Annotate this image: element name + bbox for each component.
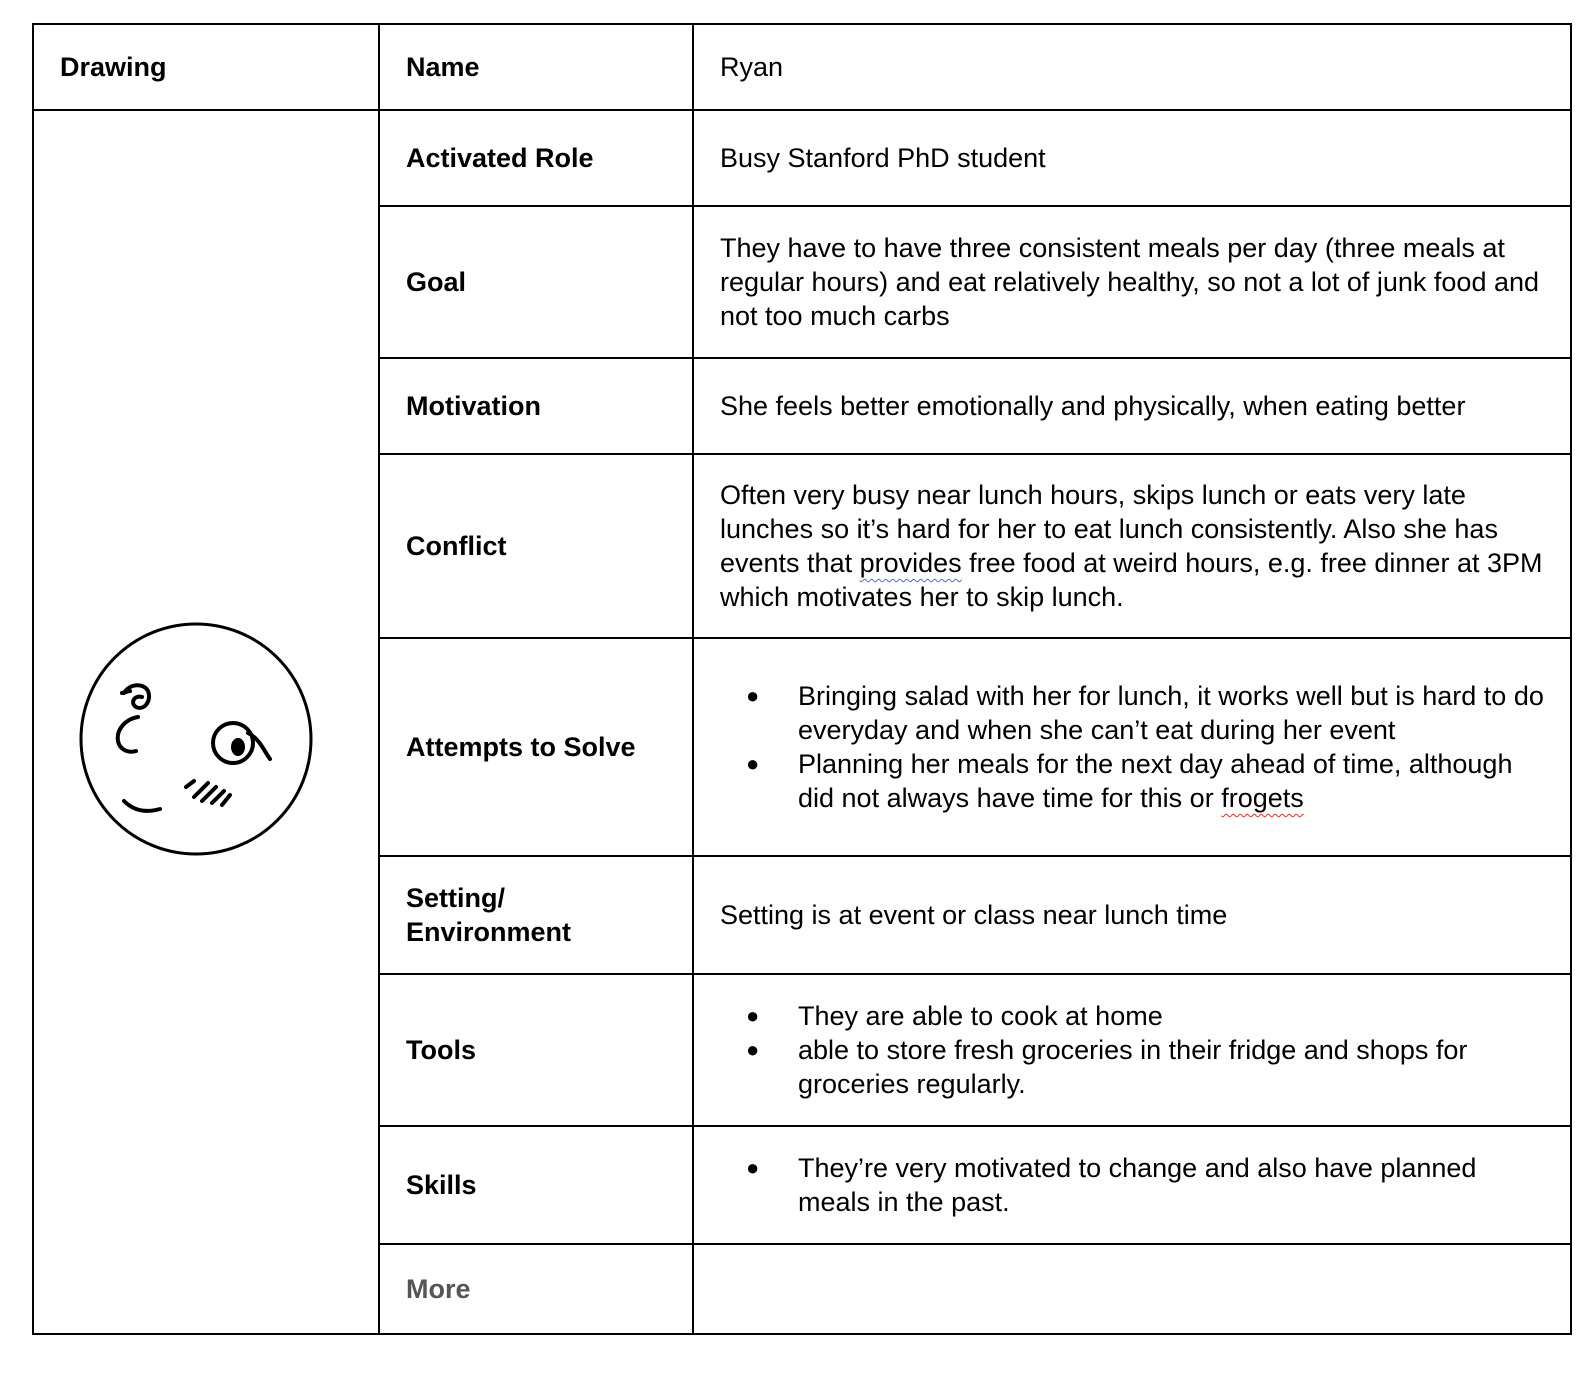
setting-label [379,856,693,974]
goal-label: Goal [379,206,693,358]
goal-value: They have to have three consistent meals per day (three meals at regular hours) and eat relatively healthy, so not a lot of junk food and not too much carbs [693,206,1571,358]
name-label: Name [379,24,693,110]
conflict-label: Conflict [379,454,693,638]
tools-value [693,974,1571,1126]
list-item: ● They’re very motivated to change and also have planned meals in the past. [694,1151,1544,1219]
more-label: More [379,1244,693,1334]
motivation-value: She feels better emotionally and physically, when eating better [693,358,1571,454]
table-row-role [33,110,1571,206]
setting-value: Setting is at event or class near lunch time [693,856,1571,974]
skills-list [694,1151,1544,1219]
attempts-bullet2-text: Planning her meals for the next day ahead of time, although did not always have time for this or [798,749,1513,813]
setting-label-line1: Setting/ [406,883,505,913]
name-value: Ryan [693,24,1571,110]
conflict-text-part1: Often very busy near lunch hours, skips lunch or eats very late lunches so it’s hard for her to eat lunch consistently. Also she has events that [720,480,1498,578]
skills-value [693,1126,1571,1244]
tools-list [694,999,1544,1101]
face-sketch-icon [78,621,314,857]
list-item: ● Bringing salad with her for lunch, it works well but is hard to do everyday and when she can’t eat during her event [694,679,1544,747]
setting-label-line2: Environment [406,917,572,947]
table-row-name [33,24,1571,110]
conflict-text-part2: free food at weird hours, e.g. free dinner at 3PM which motivates her to skip lunch. [720,548,1543,612]
attempts-label: Attempts to Solve [379,638,693,856]
list-item: ● They are able to cook at home [694,999,1544,1033]
skills-label: Skills [379,1126,693,1244]
grammar-flagged-word[interactable]: provides [859,548,962,578]
spelling-flagged-word[interactable]: frogets [1221,783,1304,813]
more-value[interactable] [693,1244,1571,1334]
drawing-cell [33,110,379,1334]
list-item: ● able to store fresh groceries in their fridge and shops for groceries regularly. [694,1033,1544,1101]
attempts-list [694,679,1544,815]
conflict-value [693,454,1571,638]
role-value: Busy Stanford PhD student [693,110,1571,206]
attempts-value [693,638,1571,856]
persona-table [32,23,1572,1335]
motivation-label: Motivation [379,358,693,454]
drawing-header: Drawing [33,24,379,110]
list-item [694,747,1544,815]
role-label: Activated Role [379,110,693,206]
tools-label: Tools [379,974,693,1126]
